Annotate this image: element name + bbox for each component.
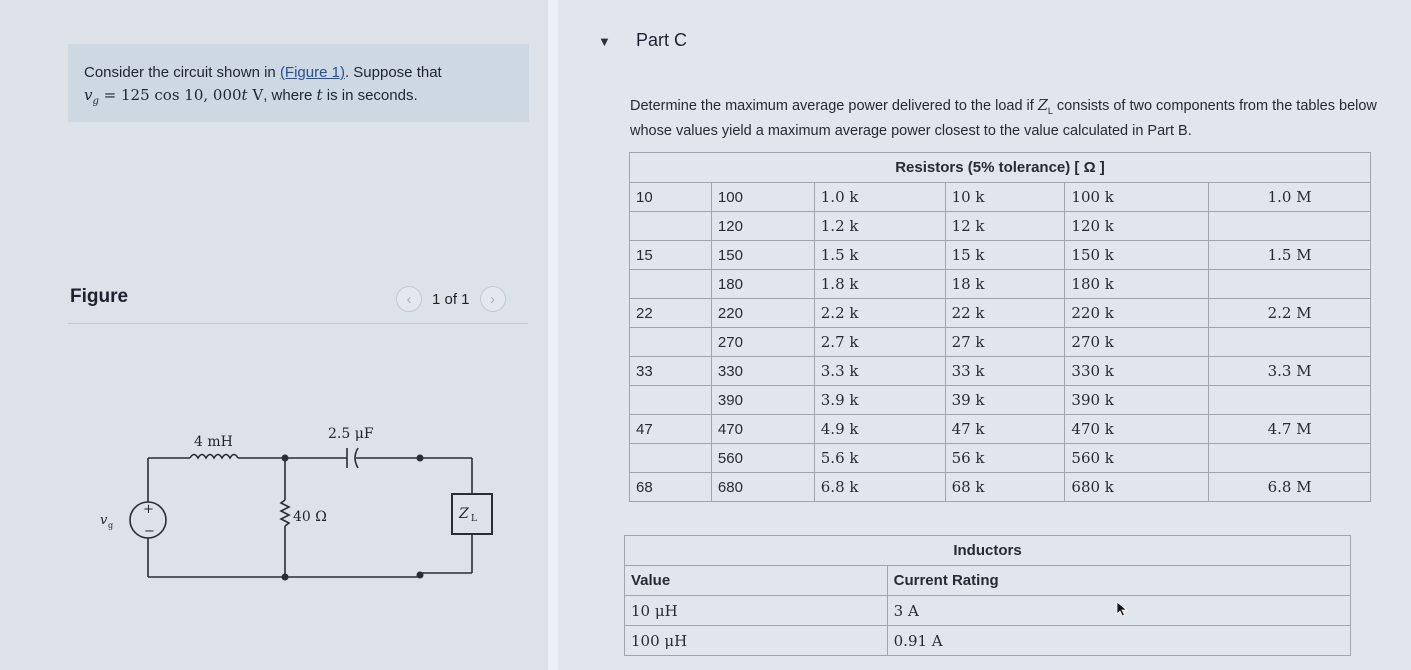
- table-row: [630, 241, 1371, 270]
- table-cell: [1209, 270, 1371, 299]
- table-cell: 560 k: [1065, 444, 1209, 473]
- table-cell: 220 k: [1065, 299, 1209, 328]
- next-figure-button[interactable]: [480, 286, 506, 312]
- table-cell: 1.0 k: [814, 183, 945, 212]
- table-cell: 18 k: [945, 270, 1065, 299]
- table-row: [630, 299, 1371, 328]
- table-row: [630, 357, 1371, 386]
- table-cell: 56 k: [945, 444, 1065, 473]
- table-row: [625, 596, 1351, 626]
- table-cell: 6.8 M: [1209, 473, 1371, 502]
- table-cell: 330 k: [1065, 357, 1209, 386]
- table-cell: 68: [630, 473, 712, 502]
- table-cell: 3.3 M: [1209, 357, 1371, 386]
- table-cell: 120 k: [1065, 212, 1209, 241]
- part-c-question: [630, 96, 1390, 141]
- column-header-value: Value: [625, 566, 888, 596]
- resistors-caption: Resistors (5% tolerance) [ Ω ]: [630, 153, 1371, 183]
- table-cell: 3.3 k: [814, 357, 945, 386]
- chevron-right-icon: ›: [490, 290, 496, 308]
- table-cell: 15: [630, 241, 712, 270]
- table-cell: 10: [630, 183, 712, 212]
- table-cell: [1209, 444, 1371, 473]
- vg-expression: = 125 cos 10, 000: [98, 86, 242, 104]
- table-row: [625, 626, 1351, 656]
- table-cell: 1.5 M: [1209, 241, 1371, 270]
- figure-heading: Figure: [70, 286, 129, 307]
- table-cell: 3 A: [887, 596, 1350, 626]
- inductors-caption-row: [625, 536, 1351, 566]
- table-cell: [630, 212, 712, 241]
- table-cell: 150: [711, 241, 814, 270]
- problem-text: Consider the circuit shown in: [84, 64, 280, 81]
- table-cell: 10 μH: [625, 596, 888, 626]
- table-row: [630, 212, 1371, 241]
- resistor-label: 40 Ω: [293, 509, 327, 525]
- question-text: Determine the maximum average power delivered to the load if: [630, 98, 1038, 114]
- resistor-symbol: [281, 500, 289, 526]
- question-text: consists of two components from the tables below whose values yield a maximum average power closest to the value calculated in Part B.: [630, 98, 1377, 139]
- problem-text: is in seconds.: [322, 87, 418, 104]
- table-cell: 15 k: [945, 241, 1065, 270]
- table-cell: 1.5 k: [814, 241, 945, 270]
- table-cell: [630, 386, 712, 415]
- source-plus-sign: +: [143, 502, 154, 517]
- figure-1-link[interactable]: (Figure 1): [279, 64, 345, 81]
- table-cell: 2.2 M: [1209, 299, 1371, 328]
- table-row: [630, 183, 1371, 212]
- table-row: [630, 386, 1371, 415]
- table-cell: 5.6 k: [814, 444, 945, 473]
- node-dot: [282, 574, 289, 581]
- table-cell: [630, 444, 712, 473]
- table-cell: 1.0 M: [1209, 183, 1371, 212]
- table-cell: 270 k: [1065, 328, 1209, 357]
- resistors-table: [629, 152, 1371, 502]
- table-cell: [1209, 386, 1371, 415]
- node-dot: [417, 572, 424, 579]
- table-cell: 680 k: [1065, 473, 1209, 502]
- table-cell: 2.7 k: [814, 328, 945, 357]
- table-cell: 330: [711, 357, 814, 386]
- table-cell: 33 k: [945, 357, 1065, 386]
- table-cell: 180 k: [1065, 270, 1209, 299]
- inductor-label: 4 mH: [194, 434, 233, 450]
- table-cell: 470 k: [1065, 415, 1209, 444]
- table-cell: 4.7 M: [1209, 415, 1371, 444]
- table-cell: 68 k: [945, 473, 1065, 502]
- left-panel: [0, 0, 548, 670]
- table-cell: 12 k: [945, 212, 1065, 241]
- table-cell: 120: [711, 212, 814, 241]
- source-label: v: [100, 513, 108, 528]
- table-cell: 390: [711, 386, 814, 415]
- table-cell: 180: [711, 270, 814, 299]
- table-cell: 3.9 k: [814, 386, 945, 415]
- source-minus-sign: −: [144, 524, 155, 539]
- table-cell: 220: [711, 299, 814, 328]
- load-label: Z: [459, 506, 469, 522]
- table-cell: 560: [711, 444, 814, 473]
- figure-pager: [396, 286, 506, 312]
- table-cell: 680: [711, 473, 814, 502]
- inductor-symbol: [190, 455, 238, 459]
- arrow-cursor-icon: [1116, 601, 1128, 617]
- table-cell: 270: [711, 328, 814, 357]
- chevron-left-icon: ‹: [406, 290, 412, 308]
- table-cell: 100 μH: [625, 626, 888, 656]
- time-variable: t: [241, 86, 248, 104]
- problem-text: . Suppose that: [344, 64, 442, 81]
- resistors-caption-row: [630, 153, 1371, 183]
- figure-divider: [68, 323, 528, 324]
- collapse-caret-icon[interactable]: ▼: [598, 34, 611, 49]
- table-cell: 0.91 A: [887, 626, 1350, 656]
- zl-symbol: Z: [1037, 98, 1048, 114]
- table-row: [630, 444, 1371, 473]
- table-cell: 100 k: [1065, 183, 1209, 212]
- table-cell: 6.8 k: [814, 473, 945, 502]
- problem-text: , where: [263, 87, 317, 104]
- inductors-header-row: [625, 566, 1351, 596]
- panel-divider[interactable]: [548, 0, 558, 670]
- table-cell: 22: [630, 299, 712, 328]
- table-cell: 33: [630, 357, 712, 386]
- table-cell: 22 k: [945, 299, 1065, 328]
- table-cell: 1.2 k: [814, 212, 945, 241]
- pager-text: 1 of 1: [432, 290, 470, 308]
- table-cell: 150 k: [1065, 241, 1209, 270]
- capacitor-label: 2.5 μF: [328, 426, 374, 442]
- table-cell: 1.8 k: [814, 270, 945, 299]
- table-row: [630, 270, 1371, 299]
- table-cell: 2.2 k: [814, 299, 945, 328]
- table-cell: 100: [711, 183, 814, 212]
- time-variable: t: [316, 86, 323, 104]
- table-row: [630, 473, 1371, 502]
- table-cell: [630, 270, 712, 299]
- table-row: [630, 415, 1371, 444]
- vg-unit: V: [247, 86, 264, 104]
- table-row: [630, 328, 1371, 357]
- table-cell: [1209, 212, 1371, 241]
- table-cell: 27 k: [945, 328, 1065, 357]
- inductors-caption: Inductors: [625, 536, 1351, 566]
- part-c-title[interactable]: Part C: [636, 30, 688, 50]
- table-cell: 470: [711, 415, 814, 444]
- table-cell: 47: [630, 415, 712, 444]
- zl-subscript: L: [1047, 105, 1053, 116]
- column-header-current-rating: Current Rating: [887, 566, 1350, 596]
- inductors-table: [624, 535, 1351, 656]
- table-cell: 39 k: [945, 386, 1065, 415]
- table-cell: 10 k: [945, 183, 1065, 212]
- vg-symbol: v: [84, 86, 93, 104]
- previous-figure-button[interactable]: [396, 286, 422, 312]
- problem-statement: [68, 44, 529, 122]
- load-subscript: L: [471, 514, 477, 524]
- vg-subscript: g: [92, 96, 99, 107]
- node-dot: [282, 455, 289, 462]
- circuit-diagram: [90, 410, 510, 590]
- table-cell: 4.9 k: [814, 415, 945, 444]
- table-cell: [1209, 328, 1371, 357]
- table-cell: 390 k: [1065, 386, 1209, 415]
- table-cell: [630, 328, 712, 357]
- node-dot: [417, 455, 424, 462]
- source-subscript: g: [108, 521, 114, 530]
- table-cell: 47 k: [945, 415, 1065, 444]
